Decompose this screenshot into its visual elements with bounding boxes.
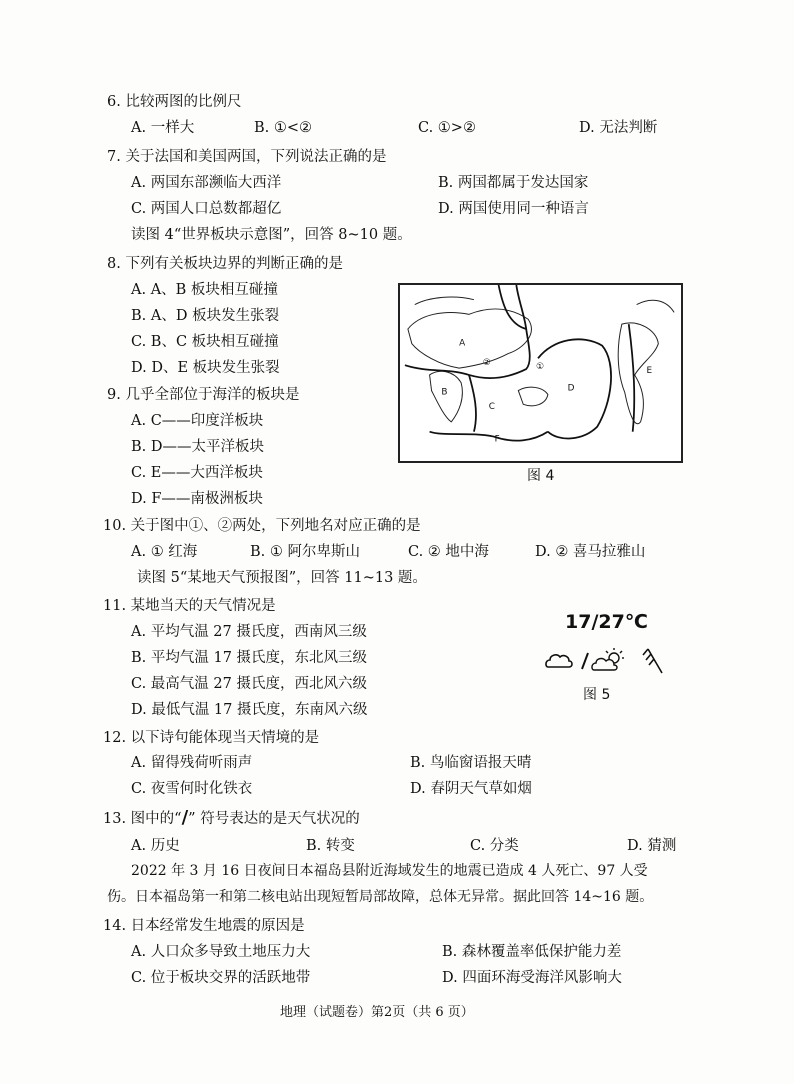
plate-label-d: D	[567, 383, 575, 394]
plate-label-e: E	[646, 366, 653, 376]
intro-figure-5: 读图 5“某地天气预报图”，回答 11~13 题。	[137, 570, 427, 586]
q6-option-a: A. 一样大	[131, 120, 195, 136]
q12-option-d: D. 春阴天气草如烟	[410, 781, 532, 797]
weather-icons	[544, 645, 669, 675]
q11-option-a: A. 平均气温 27 摄氏度，西南风三级	[131, 624, 367, 640]
greenland-coast	[637, 300, 674, 312]
intro-figure-4: 读图 4“世界板块示意图”，回答 8~10 题。	[131, 227, 412, 243]
partly-sunny-icon	[592, 648, 624, 670]
q7-option-d: D. 两国使用同一种语言	[438, 201, 589, 217]
q13-option-d: D. 猜测	[627, 838, 677, 854]
eurasia-outline	[408, 309, 531, 368]
q12-option-c: C. 夜雪何时化铁衣	[131, 781, 253, 797]
boundary-eurasian	[405, 285, 530, 378]
boundary-pacific	[538, 339, 611, 438]
plate-label-a: A	[459, 338, 466, 349]
q14-option-c: C. 位于板块交界的活跃地带	[131, 970, 311, 986]
cloud-icon	[546, 655, 572, 667]
q10-option-c: C. ② 地中海	[408, 544, 489, 560]
q12-option-a: A. 留得残荷听雨声	[131, 755, 253, 771]
q14-option-b: B. 森林覆盖率低保护能力差	[442, 944, 622, 960]
q8-option-d: D. D、E 板块发生张裂	[131, 360, 280, 376]
q8-option-b: B. A、D 板块发生张裂	[131, 308, 280, 324]
q7-option-b: B. 两国都属于发达国家	[438, 175, 589, 191]
q8-option-a: A. A、B 板块相互碰撞	[131, 282, 278, 298]
q6-option-c: C. ①>②	[418, 120, 476, 136]
q8-stem: 8. 下列有关板块边界的判断正确的是	[107, 256, 343, 272]
q10-stem: 10. 关于图中①、②两处，下列地名对应正确的是	[103, 518, 421, 534]
q13-option-b: B. 转变	[306, 838, 355, 854]
americas-outline	[618, 323, 658, 424]
plate-label-f: F	[494, 434, 500, 445]
page-footer: 地理（试题卷）第2页（共 6 页）	[280, 1005, 474, 1020]
plate-label-b: B	[441, 387, 448, 398]
q10-option-a: A. ① 红海	[131, 544, 198, 560]
q7-option-c: C. 两国人口总数都超亿	[131, 201, 282, 217]
q13-stem	[103, 808, 360, 829]
australia-outline	[518, 387, 548, 406]
q13-option-c: C. 分类	[470, 838, 519, 854]
marker-1: ①	[536, 362, 545, 373]
q13-option-a: A. 历史	[131, 838, 180, 854]
q6-stem: 6. 比较两图的比例尺	[107, 94, 242, 110]
q11-option-c: C. 最高气温 27 摄氏度，西北风六级	[131, 676, 367, 692]
plate-label-c: C	[488, 402, 495, 413]
wind-force-icon	[643, 649, 662, 673]
q9-option-b: B. D——太平洋板块	[131, 439, 264, 455]
q11-option-d: D. 最低气温 17 摄氏度，东南风六级	[131, 702, 368, 718]
q7-option-a: A. 两国东部濒临大西洋	[131, 175, 282, 191]
q11-option-b: B. 平均气温 17 摄氏度，东北风三级	[131, 650, 368, 666]
q12-option-b: B. 鸟临窗语报天晴	[410, 755, 532, 771]
boundary-indian	[469, 375, 476, 432]
slash-icon	[582, 653, 588, 669]
arctic-coast	[415, 297, 474, 305]
q14-option-d: D. 四面环海受海洋风影响大	[442, 970, 622, 986]
q14-stem: 14. 日本经常发生地震的原因是	[103, 918, 305, 934]
marker-2: ②	[482, 358, 491, 369]
q6-option-b: B. ①<②	[254, 120, 313, 136]
q6-option-d: D. 无法判断	[579, 120, 658, 136]
q9-option-a: A. C——印度洋板块	[131, 413, 264, 429]
q12-stem: 12. 以下诗句能体现当天情境的是	[103, 730, 320, 746]
passage-line-2: 伤。日本福岛第一和第二核电站出现短暂局部故障，总体无异常。据此回答 14~16 题。	[107, 889, 654, 905]
q9-stem: 9. 几乎全部位于海洋的板块是	[107, 387, 300, 403]
weather-temperature: 17/27℃	[565, 611, 648, 633]
q10-option-d: D. ② 喜马拉雅山	[535, 544, 646, 560]
passage-line-1: 2022 年 3 月 16 日夜间日本福岛县附近海域发生的地震已造成 4 人死亡、97 人受	[131, 863, 648, 879]
q9-option-c: C. E——大西洋板块	[131, 465, 263, 481]
slash-symbol: /	[181, 807, 189, 828]
q9-option-d: D. F——南极洲板块	[131, 491, 263, 507]
q11-stem: 11. 某地当天的天气情况是	[103, 598, 276, 614]
q10-option-b: B. ① 阿尔卑斯山	[250, 544, 360, 560]
q14-option-a: A. 人口众多导致土地压力大	[131, 944, 311, 960]
figure-5-caption: 图 5	[583, 687, 611, 703]
figure-4-caption: 图 4	[527, 468, 555, 484]
q8-option-c: C. B、C 板块相互碰撞	[131, 334, 279, 350]
q13-stem-pre: 13. 图中的“	[103, 811, 182, 827]
boundary-antarctic	[430, 432, 548, 441]
q13-stem-post: ” 符号表达的是天气状况的	[188, 811, 360, 827]
q7-stem: 7. 关于法国和美国两国，下列说法正确的是	[107, 149, 387, 165]
world-plates-map	[398, 283, 683, 463]
